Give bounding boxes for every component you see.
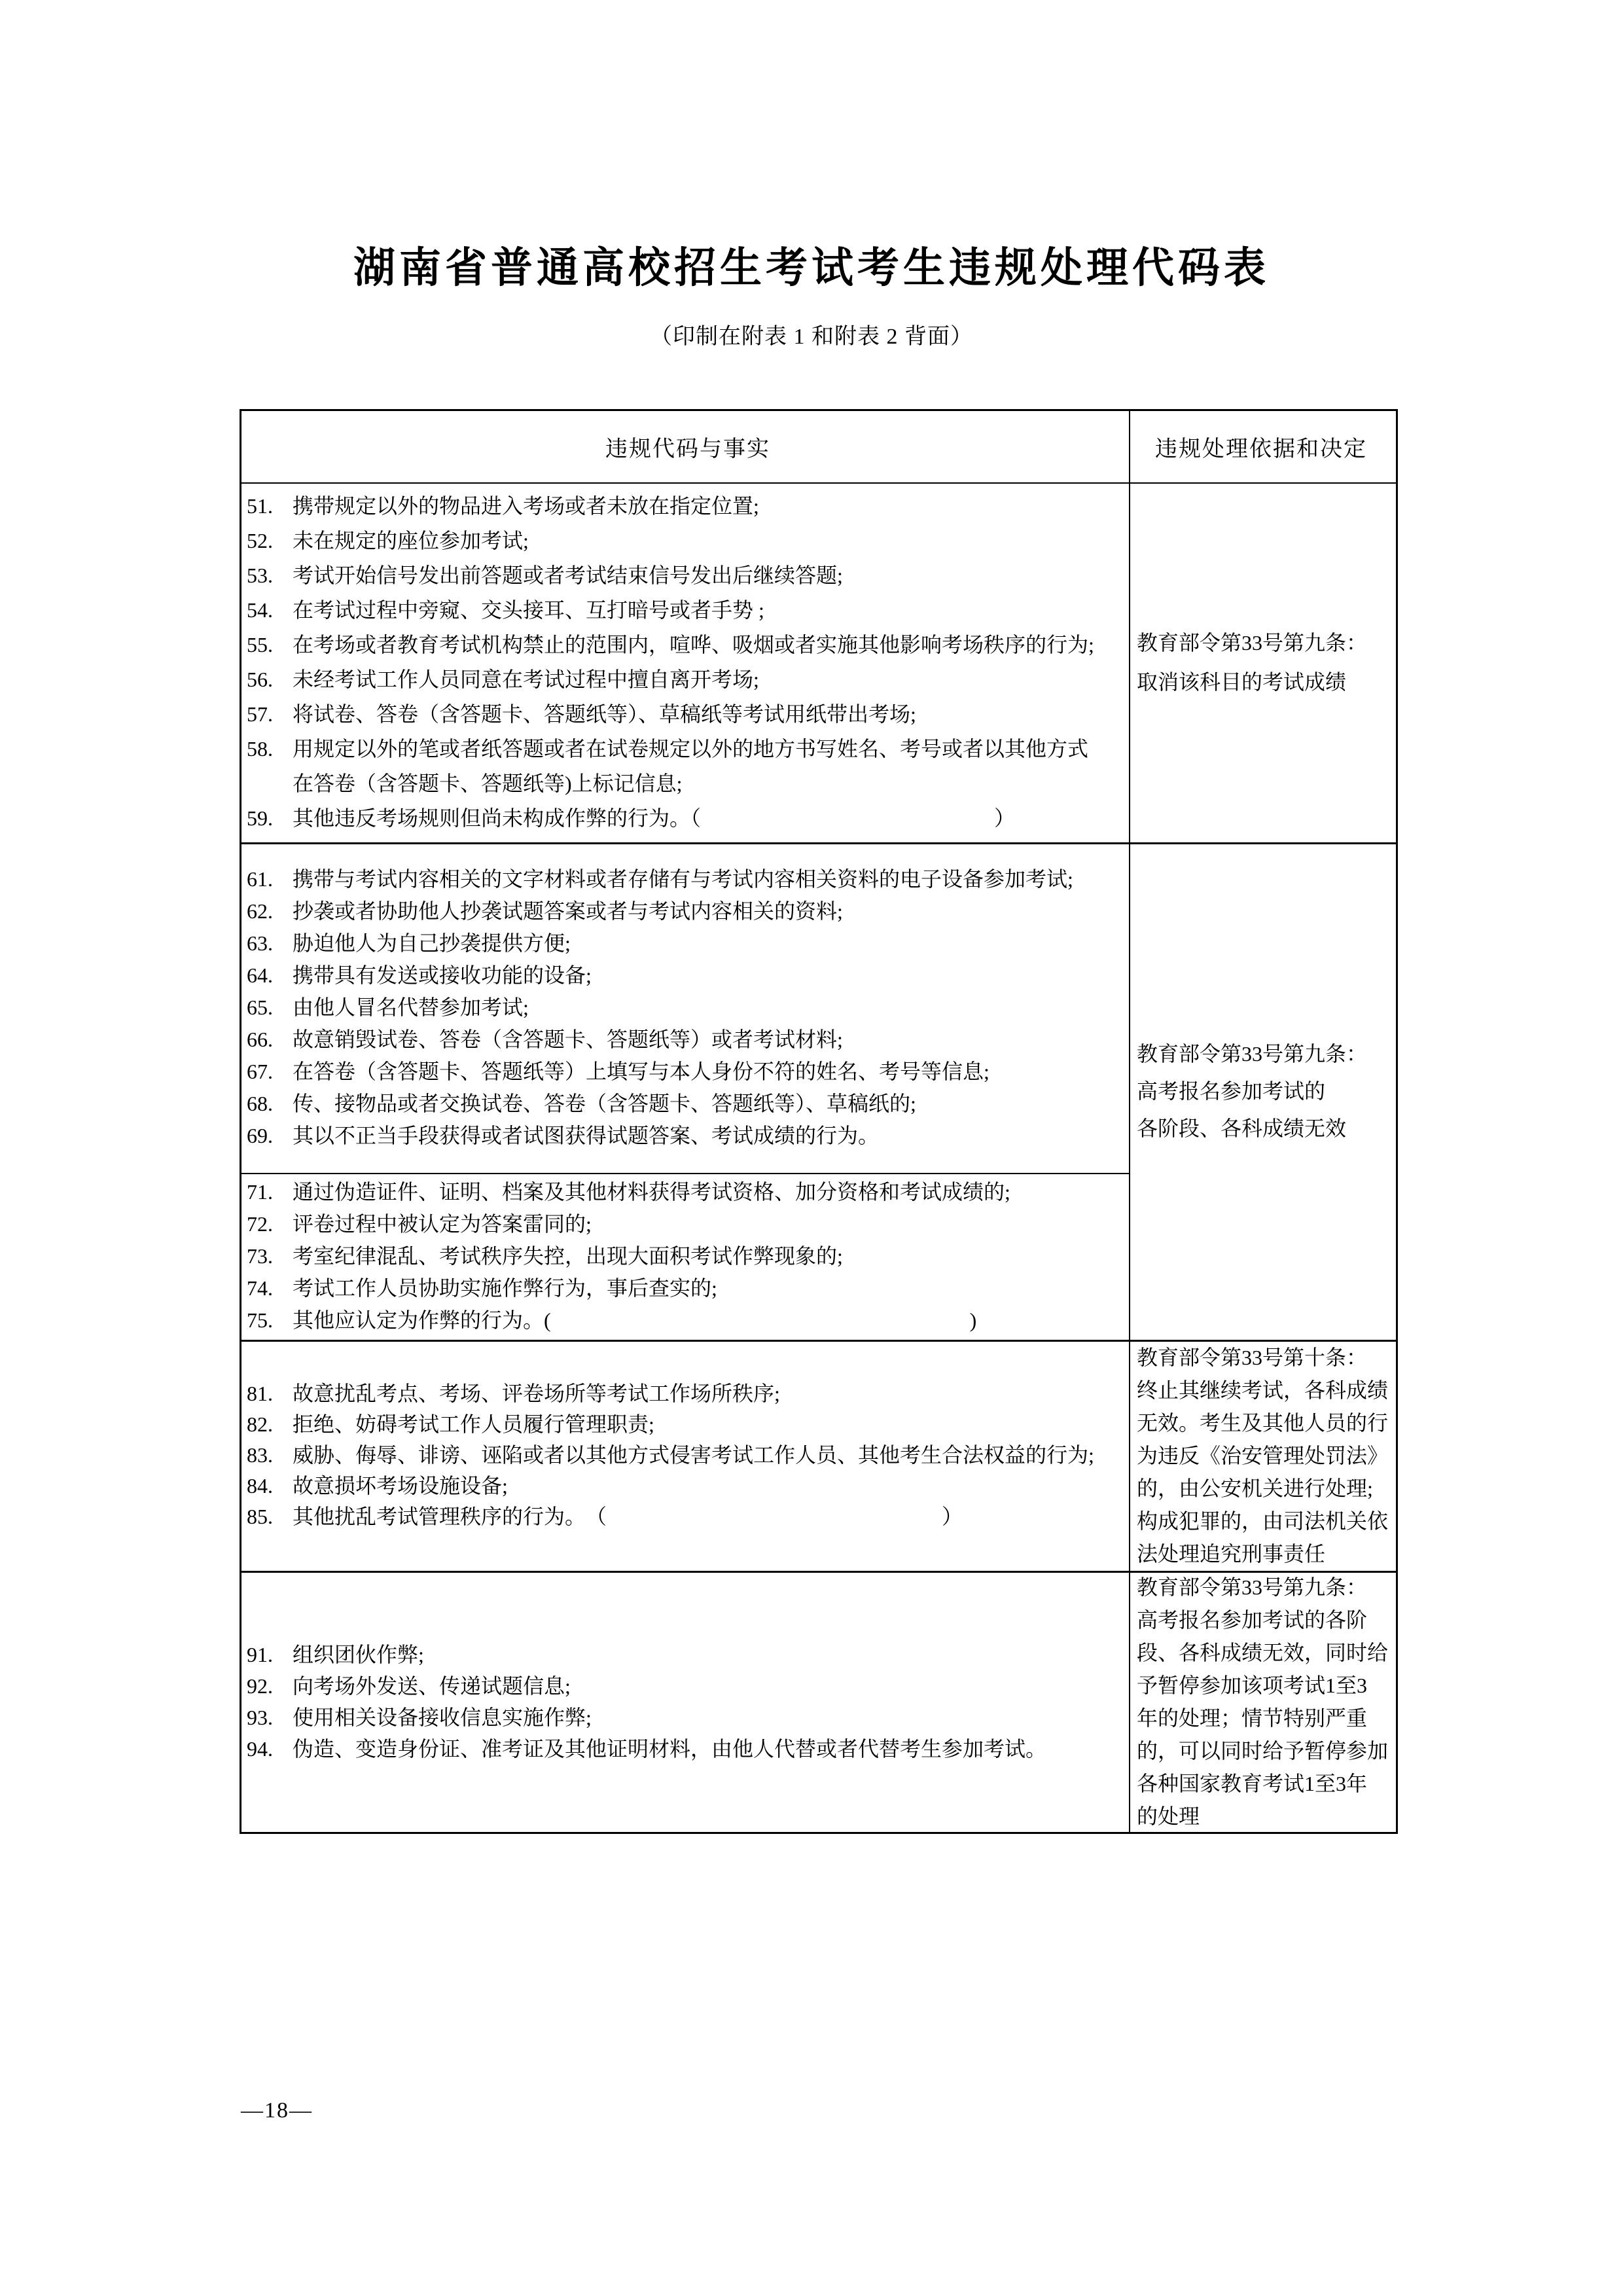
violation-item — [247, 1120, 1129, 1152]
item-number: 62. — [247, 899, 273, 923]
violation-item-continuation — [247, 766, 1129, 801]
penalty-line: 为违反《治安管理处罚法》 — [1137, 1443, 1389, 1467]
page-title: 湖南省普通高校招生考试考生违规处理代码表 — [353, 245, 1270, 291]
row-divider-line-left — [241, 1173, 1129, 1174]
column-divider — [1129, 411, 1130, 1832]
block-71-75-facts — [241, 1173, 1129, 1340]
header-divider-line — [241, 482, 1396, 484]
page-subtitle: （印制在附表 1 和附表 2 背面） — [650, 325, 973, 349]
violation-item — [247, 1733, 1129, 1765]
violation-item — [247, 1176, 1129, 1208]
block-51-59-penalty — [1130, 482, 1392, 842]
item-text: 携带具有发送或接收功能的设备; — [293, 963, 592, 987]
item-text: 未在规定的座位参加考试; — [293, 529, 529, 552]
penalty-line: 高考报名参加考试的 — [1137, 1079, 1326, 1103]
item-number: 82. — [247, 1412, 273, 1436]
penalty-line: 年的处理；情节特别严重 — [1137, 1706, 1368, 1730]
block-91-94-facts — [241, 1571, 1129, 1832]
item-text: 未经考试工作人员同意在考试过程中擅自离开考场; — [293, 668, 759, 691]
item-text: 其他扰乱考试管理秩序的行为。 （ ） — [293, 1505, 963, 1528]
penalty-line: 教育部令第33号第九条： — [1137, 1575, 1368, 1599]
item-number: 74. — [247, 1276, 273, 1300]
violation-item — [247, 801, 1129, 836]
penalty-line: 无效。考生及其他人员的行 — [1137, 1410, 1389, 1435]
item-number: 94. — [247, 1736, 273, 1761]
violation-item — [247, 1501, 1129, 1532]
block-61-75-penalty — [1130, 842, 1392, 1340]
item-number: 57. — [247, 702, 273, 726]
penalty-line: 的处理 — [1137, 1804, 1200, 1828]
violation-item — [247, 1471, 1129, 1501]
item-text: 其他违反考场规则但尚未构成作弊的行为。（ ） — [293, 806, 1016, 830]
item-text: 其他应认定为作弊的行为。( ) — [293, 1308, 977, 1332]
row-divider-line — [241, 1571, 1396, 1573]
item-number: 83. — [247, 1443, 273, 1467]
item-number: 68. — [247, 1092, 273, 1115]
item-text: 由他人冒名代替参加考试; — [293, 996, 529, 1019]
item-text: 考试工作人员协助实施作弊行为，事后查实的; — [293, 1276, 717, 1300]
item-text: 考室纪律混乱、考试秩序失控，出现大面积考试作弊现象的; — [293, 1244, 843, 1268]
item-number: 92. — [247, 1674, 273, 1698]
header-right-label: 违规处理依据和决定 — [1155, 437, 1367, 461]
item-text: 使用相关设备接收信息实施作弊; — [293, 1705, 592, 1729]
violation-item — [247, 524, 1129, 558]
violation-item — [247, 558, 1129, 593]
violation-item — [247, 1024, 1129, 1056]
item-text: 在考试过程中旁窥、交头接耳、互打暗号或者手势 ; — [293, 598, 764, 622]
block-61-69-facts — [241, 842, 1129, 1173]
item-number: 51. — [247, 494, 273, 518]
item-text: 用规定以外的笔或者纸答题或者在试卷规定以外的地方书写姓名、考号或者以其他方式 — [293, 737, 1089, 761]
penalty-line: 法处理追究刑事责任 — [1137, 1541, 1326, 1566]
penalty-line: 构成犯罪的，由司法机关依 — [1137, 1509, 1389, 1533]
item-number: 64. — [247, 963, 273, 987]
penalty-line: 的，由公安机关进行处理; — [1137, 1476, 1373, 1500]
penalty-line: 教育部令第33号第十条： — [1137, 1345, 1368, 1369]
violation-item — [247, 1056, 1129, 1088]
violation-item — [247, 1702, 1129, 1733]
violation-item — [247, 697, 1129, 732]
block-91-94-penalty — [1130, 1571, 1392, 1832]
violation-item — [247, 863, 1129, 895]
violation-item — [247, 489, 1129, 524]
item-text: 通过伪造证件、证明、档案及其他材料获得考试资格、加分资格和考试成绩的; — [293, 1180, 1010, 1204]
item-text: 在答卷（含答题卡、答题纸等)上标记信息; — [293, 772, 683, 795]
page-number: —18— — [241, 2098, 313, 2123]
row-divider-line — [241, 1340, 1396, 1342]
item-number: 61. — [247, 867, 273, 891]
item-number: 72. — [247, 1212, 273, 1236]
item-number: 53. — [247, 564, 273, 587]
item-number: 75. — [247, 1308, 273, 1332]
block-51-59-facts — [241, 482, 1129, 842]
item-text: 评卷过程中被认定为答案雷同的; — [293, 1212, 592, 1236]
penalty-line: 段、各科成绩无效，同时给 — [1137, 1640, 1389, 1664]
penalty-line: 取消该科目的考试成绩 — [1137, 670, 1347, 694]
item-text: 其以不正当手段获得或者试图获得试题答案、考试成绩的行为。 — [293, 1124, 880, 1147]
violation-item — [247, 1208, 1129, 1240]
item-text: 将试卷、答卷（含答题卡、答题纸等）、草稿纸等考试用纸带出考场; — [293, 702, 916, 726]
item-text: 拒绝、妨碍考试工作人员履行管理职责; — [293, 1412, 654, 1436]
header-left-label: 违规代码与事实 — [605, 437, 770, 461]
item-number: 73. — [247, 1244, 273, 1268]
item-text: 向考场外发送、传递试题信息; — [293, 1674, 571, 1698]
item-number: 66. — [247, 1028, 273, 1051]
item-text: 携带规定以外的物品进入考场或者未放在指定位置; — [293, 494, 759, 518]
block-81-85-facts — [241, 1340, 1129, 1571]
row-divider-line — [241, 842, 1396, 844]
item-number: 71. — [247, 1180, 273, 1204]
violation-item — [247, 1639, 1129, 1670]
item-text: 考试开始信号发出前答题或者考试结束信号发出后继续答题; — [293, 564, 843, 587]
violation-item — [247, 628, 1129, 662]
item-number: 55. — [247, 633, 273, 656]
violation-item — [247, 895, 1129, 927]
violation-item — [247, 1409, 1129, 1440]
penalty-line: 教育部令第33号第九条： — [1137, 1041, 1368, 1066]
table-header-right — [1130, 411, 1392, 482]
violation-item — [247, 1304, 1129, 1336]
item-text: 组织团伙作弊; — [293, 1642, 424, 1666]
penalty-line: 予暂停参加该项考试1至3 — [1137, 1673, 1368, 1697]
item-number: 84. — [247, 1474, 273, 1498]
table-header-left — [241, 411, 1129, 482]
item-number: 93. — [247, 1705, 273, 1729]
violation-code-table — [240, 409, 1398, 1834]
violation-item — [247, 1272, 1129, 1304]
item-text: 故意扰乱考点、考场、评卷场所等考试工作场所秩序; — [293, 1382, 780, 1405]
penalty-line: 的，可以同时给予暂停参加 — [1137, 1738, 1389, 1763]
penalty-line: 高考报名参加考试的各阶 — [1137, 1607, 1368, 1632]
item-number: 54. — [247, 598, 273, 622]
item-number: 69. — [247, 1124, 273, 1147]
item-text: 威胁、侮辱、诽谤、诬陷或者以其他方式侵害考试工作人员、其他考生合法权益的行为; — [293, 1443, 1094, 1467]
item-number: 65. — [247, 996, 273, 1019]
penalty-line: 终止其继续考试，各科成绩 — [1137, 1378, 1389, 1402]
violation-item — [247, 662, 1129, 697]
item-number: 59. — [247, 806, 273, 830]
item-text: 抄袭或者协助他人抄袭试题答案或者与考试内容相关的资料; — [293, 899, 843, 923]
item-number: 58. — [247, 737, 273, 761]
item-text: 故意损坏考场设施设备; — [293, 1474, 508, 1498]
penalty-line: 各种国家教育考试1至3年 — [1137, 1771, 1368, 1795]
violation-item — [247, 1670, 1129, 1702]
violation-item — [247, 960, 1129, 992]
item-text: 在考场或者教育考试机构禁止的范围内，喧哗、吸烟或者实施其他影响考场秩序的行为; — [293, 633, 1094, 656]
item-number: 56. — [247, 668, 273, 691]
violation-item — [247, 927, 1129, 960]
penalty-line: 各阶段、各科成绩无效 — [1137, 1116, 1347, 1140]
block-81-85-penalty — [1130, 1340, 1392, 1571]
item-text: 传、接物品或者交换试卷、答卷（含答题卡、答题纸等）、草稿纸的; — [293, 1092, 916, 1115]
violation-item — [247, 1378, 1129, 1409]
violation-item — [247, 732, 1129, 766]
item-number: 85. — [247, 1505, 273, 1528]
item-number — [247, 766, 293, 801]
violation-item — [247, 1240, 1129, 1272]
violation-item — [247, 992, 1129, 1024]
item-text: 胁迫他人为自己抄袭提供方便; — [293, 931, 571, 955]
item-number: 81. — [247, 1382, 273, 1405]
item-text: 在答卷（含答题卡、答题纸等）上填写与本人身份不符的姓名、考号等信息; — [293, 1060, 990, 1083]
violation-item — [247, 593, 1129, 628]
penalty-line: 教育部令第33号第九条： — [1137, 631, 1368, 655]
violation-item — [247, 1440, 1129, 1471]
item-number: 63. — [247, 931, 273, 955]
item-number: 67. — [247, 1060, 273, 1083]
item-text: 伪造、变造身份证、准考证及其他证明材料，由他人代替或者代替考生参加考试。 — [293, 1736, 1047, 1761]
violation-item — [247, 1088, 1129, 1120]
item-text: 故意销毁试卷、答卷（含答题卡、答题纸等）或者考试材料; — [293, 1028, 843, 1051]
item-number: 52. — [247, 529, 273, 552]
item-text: 携带与考试内容相关的文字材料或者存储有与考试内容相关资料的电子设备参加考试; — [293, 867, 1073, 891]
item-number: 91. — [247, 1642, 273, 1666]
